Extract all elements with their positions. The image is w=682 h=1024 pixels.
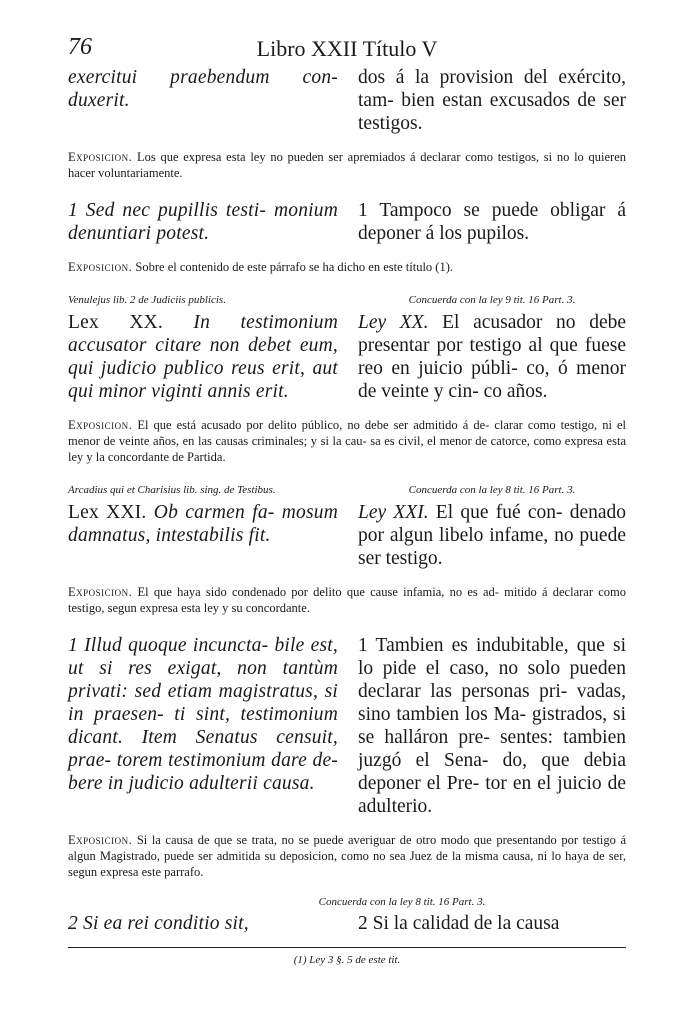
lex-21 <box>68 501 626 570</box>
spanish-text: 2 Si la calidad de la causa <box>358 913 560 934</box>
paragraph-2 <box>68 912 626 935</box>
spanish-text: 1 Tambien es indubitable, que si lo pide el caso, no solo pueden declarar las personas pri- vadas, sino tambien los Ma- gistrados, si se halláron pre- sentes: tambien juzgó el Sena- do, que debia deponer el Pre- tor en el juicio de adulterio. <box>358 635 626 817</box>
latin-body: In testimonium accusator citare non debet eum, qui judicio publico reus erit, aut qui minor viginti annis erit. <box>68 312 338 402</box>
source-citation-left: Venulejus lib. 2 de Judiciis publicis. <box>68 294 226 306</box>
exposition-text: Sobre el contenido de este párrafo se ha dicho en este título (1). <box>135 260 454 274</box>
spanish-text: 1 Tampoco se puede obligar á deponer á los pupilos. <box>358 200 626 244</box>
source-citation-right: Concuerda con la ley 9 tit. 16 Part. 3. <box>408 294 576 306</box>
page <box>68 28 626 966</box>
spanish-body: El acusador no debe presentar por testigo al que fuese reo en juicio públi- co, ó menor de veinte y cin- co años. <box>358 312 626 402</box>
exposition-label: Exposicion. <box>68 585 133 599</box>
ley-label: Ley XXI. <box>358 502 429 523</box>
lex-20 <box>68 311 626 403</box>
source-citation: Concuerda con la ley 8 tit. 16 Part. 3. <box>318 896 486 908</box>
footnote: (1) Ley 3 §. 5 de este tit. <box>293 954 401 966</box>
lex-label: Lex XX. <box>68 312 163 333</box>
latin-text: 1 Illud quoque incuncta- bile est, ut si res exigat, non tantùm privati: sed etiam magistratus, si in praesen- ti sint, testimonium dicant. Item Senatus censuit, prae- torem testimonium dare de- bere in judicio adulterii causa. <box>68 635 338 794</box>
exposition-label: Exposicion. <box>68 833 133 847</box>
running-title: Libro XXII Título V <box>256 36 438 61</box>
ley-label: Ley XX. <box>358 312 429 333</box>
footnote-rule <box>68 947 626 948</box>
exposition <box>68 149 626 181</box>
latin-text: 1 Sed nec pupillis testi- monium denuntiari potest. <box>68 200 338 244</box>
lex-21-sources <box>68 483 626 501</box>
exposition <box>68 417 626 465</box>
exposition-label: Exposicion. <box>68 418 133 432</box>
latin-body: Ob carmen fa- mosum damnatus, intestabilis fit. <box>68 502 338 546</box>
exposition-text: El que haya sido condenado por delito que cause infamia, no es ad- mitido á declarar como testigo, segun expresa esta ley y su concordante. <box>68 585 626 615</box>
exposition <box>68 832 626 880</box>
exposition-text: Los que expresa esta ley no pueden ser apremiados á declarar como testigos, si no lo quieren hacer voluntariamente. <box>68 150 627 180</box>
exposition-label: Exposicion. <box>68 150 133 164</box>
exposition-label: Exposicion. <box>68 260 133 274</box>
spanish-text: dos á la provision del exército, tam- bien estan excusados de ser testigos. <box>358 67 626 134</box>
page-header <box>68 28 626 64</box>
source-citation-left: Arcadius qui et Charisius lib. sing. de Testibus. <box>68 484 276 496</box>
exposition-text: El que está acusado por delito público, no debe ser admitido á de- clarar como testigo, ni el menor de veinte años, en las causas criminales; y si la cau- sa es civil, el menor de catorce, como expresa esta ley y la concordante de Partida. <box>68 418 626 464</box>
source-citation-right: Concuerda con la ley 8 tit. 16 Part. 3. <box>408 484 576 496</box>
exposition-text: Si la causa de que se trata, no se puede averiguar de otro modo que presentando por testigo á algun Magistrado, puede ser admitida su deposicion, como no sea Juez de la misma causa, ni lo haya de ser, segun expresa este parrafo. <box>68 833 627 879</box>
spanish-text <box>358 311 626 403</box>
latin-text <box>68 501 338 570</box>
latin-text: 2 Si ea rei conditio sit, <box>68 913 249 934</box>
spanish-body: El que fué con- denado por algun libelo infame, no puede ser testigo. <box>358 502 627 569</box>
text-block-1 <box>68 199 626 245</box>
spanish-text <box>358 501 626 570</box>
latin-text: exercitui praebendum con- duxerit. <box>68 67 338 111</box>
exposition <box>68 259 626 275</box>
lex-20-sources <box>68 293 626 311</box>
exposition <box>68 584 626 616</box>
lex-label: Lex XXI. <box>68 502 147 523</box>
page-number: 76 <box>68 34 92 60</box>
paragraph-1 <box>68 634 626 818</box>
text-block-0 <box>68 66 626 135</box>
latin-text <box>68 311 338 403</box>
